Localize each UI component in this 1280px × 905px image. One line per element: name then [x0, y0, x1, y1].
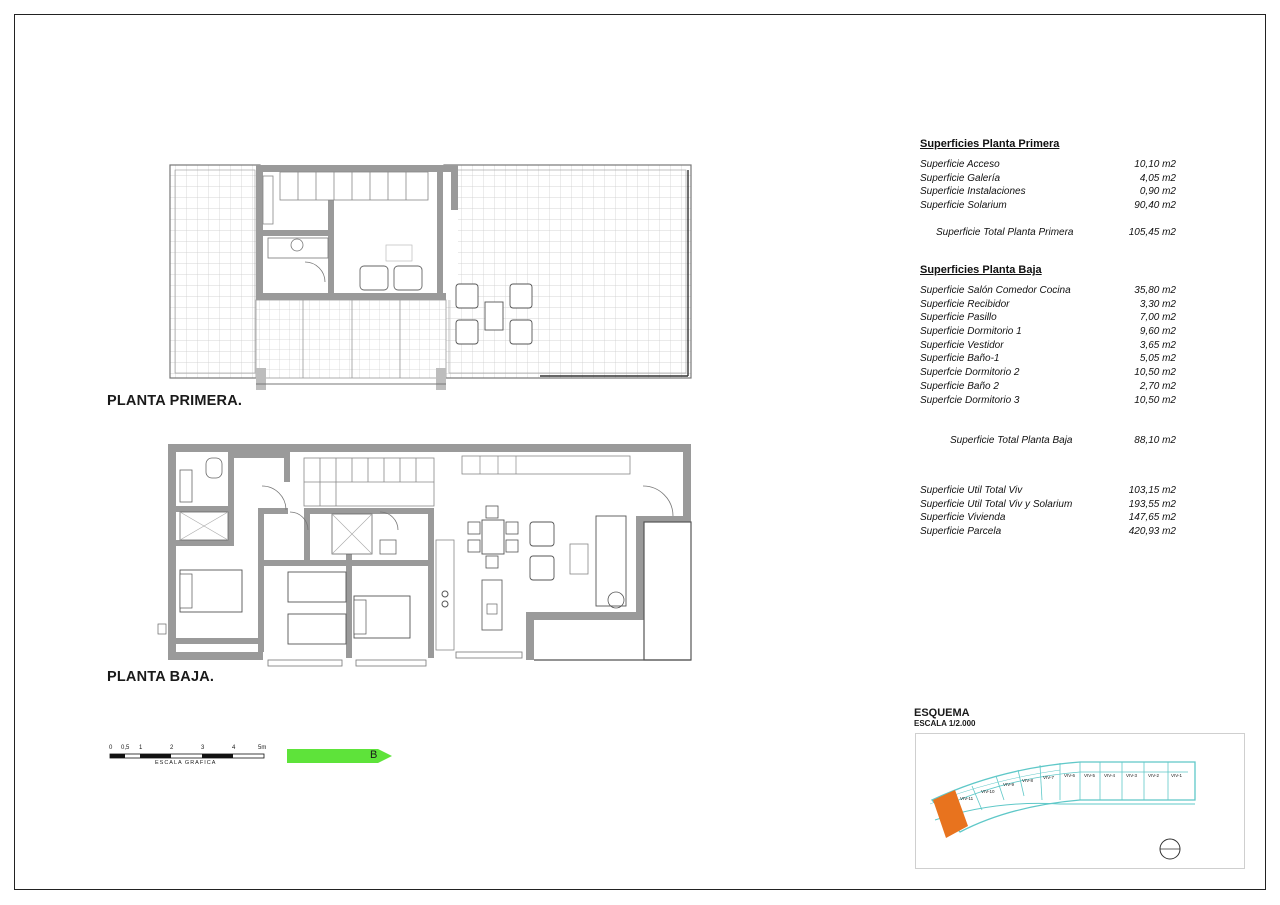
row-value: 3,30 m2 [1139, 298, 1176, 310]
row-value: 105,45 m2 [1128, 226, 1176, 238]
planta-baja-title: PLANTA BAJA. [107, 669, 215, 685]
row-value: 0,90 m2 [1139, 186, 1176, 198]
table-row [920, 394, 1176, 408]
row-value: 103,15 m2 [1128, 485, 1176, 496]
row-label: Superficie Total Planta Baja [950, 435, 1073, 447]
row-label: Superficie Salón Comedor Cocina [920, 285, 1071, 296]
table-row [920, 298, 1176, 312]
row-value: 193,55 m2 [1128, 498, 1176, 510]
row-label: Superficie Instalaciones [920, 186, 1026, 198]
scale-tick: 2 [170, 745, 174, 751]
row-label: Superficie Total Planta Primera [936, 226, 1074, 238]
total-row [920, 226, 1176, 240]
row-label: Superficie Baño 2 [920, 380, 999, 392]
planta-primera-table [920, 138, 1176, 239]
unit-label: VIV-9 [1003, 782, 1015, 787]
row-label: Superficie Baño-1 [920, 353, 1000, 365]
row-label: Superfcie Dormitorio 2 [920, 367, 1020, 379]
scale-tick: 3 [201, 745, 205, 751]
row-value: 147,65 m2 [1128, 512, 1176, 524]
row-label: Superficie Parcela [920, 526, 1002, 538]
row-label: Superficie Recibidor [920, 298, 1010, 310]
row-label: Superficie Pasillo [920, 312, 997, 324]
table-row [920, 352, 1176, 366]
table-row [920, 498, 1176, 512]
unit-label: VIV-4 [1104, 773, 1116, 778]
table-row [920, 172, 1176, 186]
unit-label: VIV-8 [1022, 778, 1034, 783]
planta-baja-plan [158, 444, 691, 666]
row-label: Superficie Vestidor [920, 339, 1004, 351]
unit-label: VIV-5 [1084, 773, 1096, 778]
total-row [920, 434, 1176, 448]
row-label: Superficie Util Total Viv y Solarium [920, 498, 1073, 510]
unit-label: VIV-2 [1148, 773, 1160, 778]
scale-tick: 4 [232, 745, 236, 751]
row-value: 5,05 m2 [1139, 353, 1176, 365]
table-row [920, 484, 1176, 498]
row-value: 88,10 m2 [1134, 435, 1176, 447]
table-row [920, 339, 1176, 353]
table-row [920, 525, 1176, 539]
row-label: Superficie Galería [920, 172, 1001, 184]
table-row [920, 366, 1176, 380]
row-value: 9,60 m2 [1139, 326, 1176, 338]
scale-tick: 5m [258, 745, 267, 751]
row-value: 90,40 m2 [1134, 200, 1176, 212]
row-value: 7,00 m2 [1139, 312, 1176, 324]
table-row [920, 185, 1176, 199]
unit-label: VIV-7 [1043, 775, 1055, 780]
planta-primera-plan [170, 165, 691, 390]
unit-label: VIV-3 [1126, 773, 1138, 778]
scale-bar-label: ESCALA GRAFICA [155, 760, 217, 766]
row-label: Superficie Acceso [920, 159, 1000, 170]
table-row [920, 199, 1176, 213]
planta-primera-title: PLANTA PRIMERA. [107, 393, 243, 409]
row-label: Superficie Solarium [920, 200, 1007, 212]
table-row [920, 380, 1176, 394]
row-value: 4,05 m2 [1139, 172, 1176, 184]
planta-primera-heading: Superficies Planta Primera [920, 138, 1060, 150]
unit-label: VIV-1 [1171, 773, 1183, 778]
row-label: Superficie Vivienda [920, 512, 1006, 524]
table-row [920, 284, 1176, 298]
unit-label: VIV-10 [981, 789, 995, 794]
esquema-scale: ESCALA 1/2.000 [914, 719, 976, 728]
planta-baja-table [920, 264, 1176, 448]
table-row [920, 511, 1176, 525]
row-label: Superficie Util Total Viv [920, 485, 1023, 496]
esquema-map-box [915, 733, 1245, 869]
row-value: 3,65 m2 [1139, 339, 1176, 351]
scale-tick: 1 [139, 745, 143, 751]
row-value: 10,50 m2 [1134, 394, 1176, 406]
resumen-table [920, 484, 1176, 539]
table-row [920, 158, 1176, 172]
row-value: 2,70 m2 [1139, 380, 1176, 392]
esquema-heading [914, 707, 976, 728]
block-arrow-label: B [370, 749, 378, 761]
row-label: Superfcie Dormitorio 3 [920, 394, 1020, 406]
row-value: 10,10 m2 [1134, 159, 1176, 170]
row-label: Superficie Dormitorio 1 [920, 326, 1022, 338]
row-value: 420,93 m2 [1128, 526, 1176, 538]
row-value: 35,80 m2 [1134, 285, 1176, 296]
scale-tick: 0,5 [121, 745, 130, 751]
table-row [920, 311, 1176, 325]
row-value: 10,50 m2 [1134, 367, 1176, 379]
planta-baja-heading: Superficies Planta Baja [920, 264, 1042, 276]
unit-label: VIV-11 [960, 796, 974, 801]
esquema-title: ESQUEMA [914, 707, 970, 719]
table-row [920, 325, 1176, 339]
unit-label: VIV-6 [1064, 773, 1076, 778]
scale-tick: 0 [109, 745, 113, 751]
